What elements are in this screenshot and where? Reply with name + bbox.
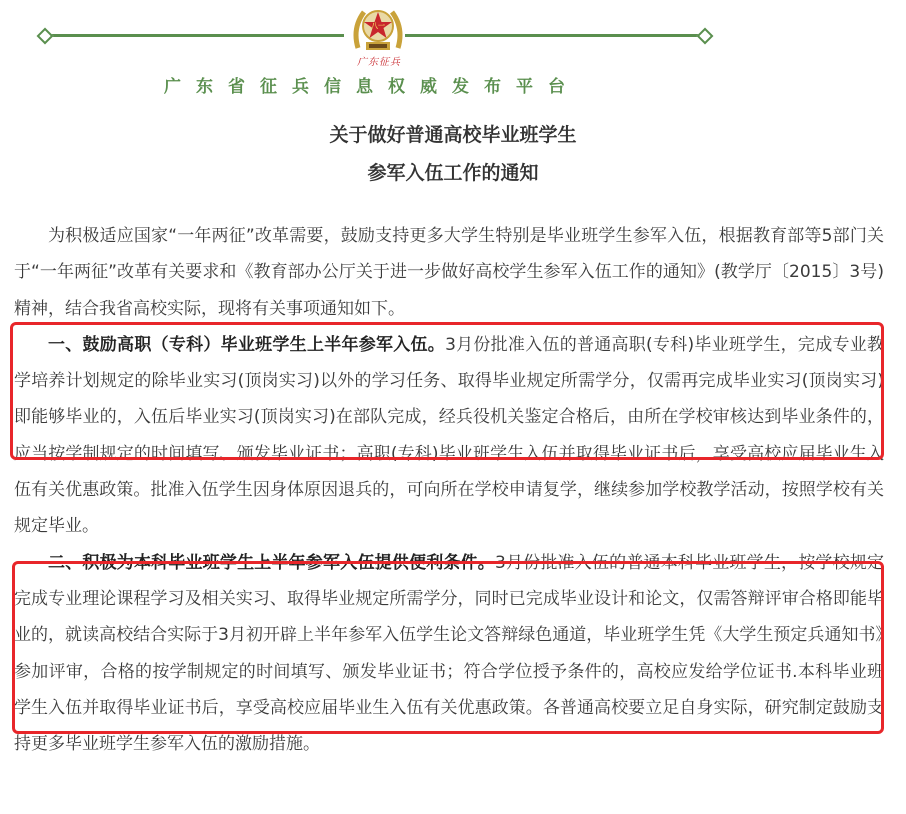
title-line-1: 关于做好普通高校毕业班学生 [329, 124, 577, 146]
section-2-paragraph [14, 545, 884, 763]
header-divider-left [44, 34, 344, 37]
section-2-body: 3月份批准入伍的普通本科毕业班学生，按学校规定完成专业理论课程学习及相关实习、取得毕业规定所需学分，同时已完成毕业设计和论文，仅需答辩评审合格即能毕业的，就读高校结合实际于3月初开辟上半年参军入伍学生论文答辩绿色通道，毕业班学生凭《大学生预定兵通知书》参加评审，合格的按学制规定的时间填写、颁发毕业证书；符合学位授予条件的，高校应发给学位证书.本科毕业班学生入伍并取得毕业证书后，享受高校应届毕业生入伍有关优惠政策。各普通高校要立足自身实际，研究制定鼓励支持更多毕业班学生参军入伍的激励措施。 [14, 552, 884, 755]
document-body [14, 218, 884, 762]
section-2-heading: 二、积极为本科毕业班学生上半年参军入伍提供便利条件。 [48, 552, 495, 573]
emblem-caption: 广东征兵 [357, 57, 401, 68]
diamond-ornament-icon [697, 28, 714, 45]
intro-paragraph: 为积极适应国家“一年两征”改革需要，鼓励支持更多大学生特别是毕业班学生参军入伍，根据教育部等5部门关于“一年两征”改革有关要求和《教育部办公厅关于进一步做好高校学生参军入伍工作的通知》(教学厅〔2015〕3号)精神，结合我省高校实际，现将有关事项通知如下。 [14, 226, 884, 319]
section-1-heading: 一、鼓励高职（专科）毕业班学生上半年参军入伍。 [48, 334, 446, 355]
army-emblem-icon [350, 4, 406, 56]
header-divider-right [405, 34, 705, 37]
section-1-body: 3月份批准入伍的普通高职(专科)毕业班学生，完成专业教学培养计划规定的除毕业实习(顶岗实习)以外的学习任务、取得毕业规定所需学分，仅需再完成毕业实习(顶岗实习)即能够毕业的，入伍后毕业实习(顶岗实习)在部队完成，经兵役机关鉴定合格后，由所在学校审核达到毕业条件的，应当按学制规定的时间填写、颁发毕业证书；高职(专科)毕业班学生入伍并取得毕业证书后，享受高校应届毕业生入伍有关优惠政策。批准入伍学生因身体原因退兵的，可向所在学校申请复学，继续参加学校教学活动，按照学校有关规定毕业。 [14, 334, 884, 537]
diamond-ornament-icon [37, 28, 54, 45]
platform-title: 广东省征兵信息权威发布平台 [164, 77, 580, 97]
page-header [0, 0, 906, 110]
document-title [0, 116, 906, 192]
title-line-2: 参军入伍工作的通知 [367, 162, 539, 184]
section-1-paragraph [14, 327, 884, 545]
svg-text:八一: 八一 [371, 22, 385, 30]
